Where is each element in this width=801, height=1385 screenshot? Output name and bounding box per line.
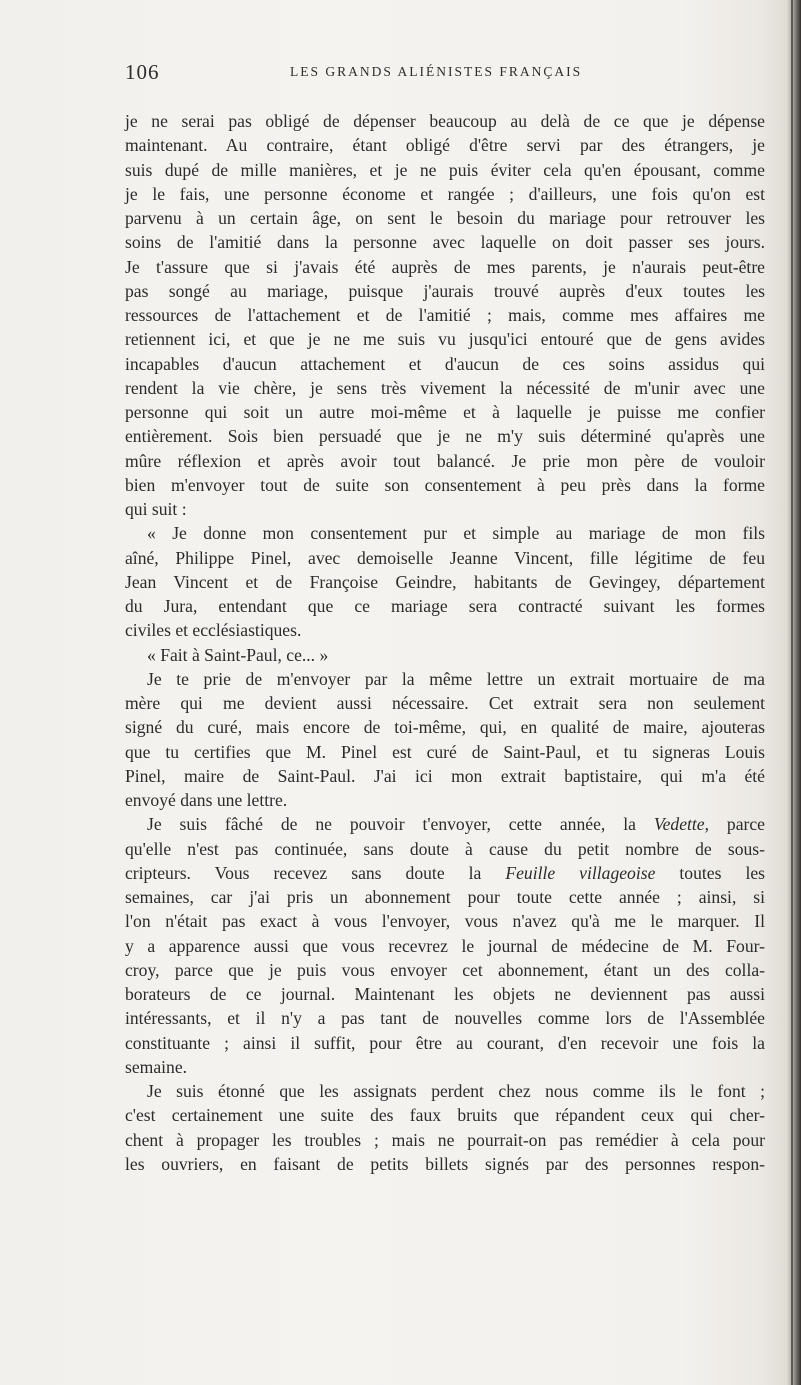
text-line: du Jura, entendant que ce mariage sera contracté suivant les formes <box>125 596 765 616</box>
text-line: Je t'assure que si j'avais été auprès de mes parents, je n'aurais peut-être <box>125 256 765 277</box>
text-line: parvenu à un certain âge, on sent le besoin du mariage pour retrouver les <box>125 208 765 228</box>
text-line: soins de l'amitié dans la personne avec laquelle on doit passer ses jours. <box>125 232 765 253</box>
text-line: Jean Vincent et de Françoise Geindre, habitants de Gevingey, département <box>125 571 765 592</box>
text-line: signé du curé, mais encore de toi-même, qui, en qualité de maire, ajouteras <box>125 717 765 738</box>
text-fragment: , parce <box>704 814 765 835</box>
page-edge-shadow <box>787 0 801 1385</box>
text-line: semaine. <box>125 1056 188 1077</box>
text-line: intéressants, et il n'y a pas tant de nouvelles comme lors de l'Assemblée <box>125 1008 765 1029</box>
page-header <box>125 60 765 90</box>
text-line: je ne serai pas obligé de dépenser beaucoup au delà de ce que je dépense <box>125 111 765 131</box>
text-line: Je suis étonné que les assignats perdent chez nous comme ils le font ; <box>147 1081 765 1101</box>
running-title: LES GRANDS ALIÉNISTES FRANÇAIS <box>290 64 583 79</box>
text-line: Je te prie de m'envoyer par la même lettre un extrait mortuaire de ma <box>147 668 765 689</box>
text-line: suis dupé de mille manières, et je ne puis éviter cela qu'en épousant, comme <box>125 159 765 180</box>
text-line: l'on n'était pas exact à vous l'envoyer, vous n'avez qu'à me le marquer. Il <box>125 911 765 932</box>
text-line: rendent la vie chère, je sens très vivement la nécessité de m'unir avec une <box>125 377 765 398</box>
text-line: retiennent ici, et que je ne me suis vu jusqu'ici entouré que de gens avides <box>125 329 765 350</box>
text-line: que tu certifies que M. Pinel est curé de Saint-Paul, et tu signeras Louis <box>125 741 765 762</box>
text-line <box>125 812 765 836</box>
text-line: pas songé au mariage, puisque j'aurais trouvé auprès d'eux toutes les <box>125 280 765 301</box>
text-line: qui suit : <box>125 499 187 519</box>
text-line: mûre réflexion et après avoir tout balancé. Je prie mon père de vouloir <box>125 450 765 471</box>
text-line: « Je donne mon consentement pur et simple au mariage de mon fils <box>147 523 765 544</box>
text-fragment: Je suis fâché de ne pouvoir t'envoyer, cette année, la <box>147 814 636 835</box>
text-line: les ouvriers, en faisant de petits billets signés par des personnes respon- <box>125 1153 765 1174</box>
page-edge-line <box>791 0 793 1385</box>
text-line <box>125 861 765 885</box>
text-line: bien m'envoyer tout de suite son consentement à peu près dans la forme <box>125 474 765 495</box>
text-line: c'est certainement une suite des faux bruits que répandent ceux qui cher- <box>125 1105 765 1126</box>
text-line: croy, parce que je puis vous envoyer cet abonnement, étant un des colla- <box>125 959 765 980</box>
text-line: aîné, Philippe Pinel, avec demoiselle Jeanne Vincent, fille légitime de feu <box>125 547 765 568</box>
text-line: personne qui soit un autre moi-même et à laquelle je puisse me confier <box>125 402 765 422</box>
text-line: Pinel, maire de Saint-Paul. J'ai ici mon extrait baptistaire, qui m'a été <box>125 765 765 786</box>
page-number: 106 <box>125 60 160 84</box>
text-line: mère qui me devient aussi nécessaire. Cet extrait sera non seulement <box>125 693 765 713</box>
periodical-title-vedette: Vedette <box>653 814 705 835</box>
periodical-title-feuille: Feuille villageoise <box>505 862 656 883</box>
text-line: je le fais, une personne économe et rangée ; d'ailleurs, une fois qu'on est <box>125 183 765 204</box>
text-line: qu'elle n'est pas continuée, sans doute à cause du petit nombre de sous- <box>125 838 765 859</box>
text-fragment: toutes les <box>679 862 765 883</box>
text-line: envoyé dans une lettre. <box>125 790 288 810</box>
text-line: « Fait à Saint-Paul, ce... » <box>147 644 329 665</box>
text-line: semaines, car j'ai pris un abonnement pour toute cette année ; ainsi, si <box>125 887 765 907</box>
text-line: y a apparence aussi que vous recevrez le journal de médecine de M. Four- <box>125 935 765 956</box>
text-line: incapables d'aucun attachement et d'aucun de ces soins assidus qui <box>125 353 765 374</box>
text-fragment: cripteurs. Vous recevez sans doute la <box>125 862 482 883</box>
text-line: borateurs de ce journal. Maintenant les objets ne deviennent pas aussi <box>125 984 765 1004</box>
text-line: constituante ; ainsi il suffit, pour être au courant, d'en recevoir une fois la <box>125 1032 765 1053</box>
text-line: civiles et ecclésiastiques. <box>125 620 302 641</box>
text-line: maintenant. Au contraire, étant obligé d'être servi par des étrangers, je <box>125 135 765 156</box>
body-text <box>125 109 765 1176</box>
text-line: entièrement. Sois bien persuadé que je ne m'y suis déterminé qu'après une <box>125 426 765 447</box>
text-line: ressources de l'attachement et de l'amitié ; mais, comme mes affaires me <box>125 305 765 325</box>
text-line: chent à propager les troubles ; mais ne pourrait-on pas remédier à cela pour <box>125 1129 765 1150</box>
